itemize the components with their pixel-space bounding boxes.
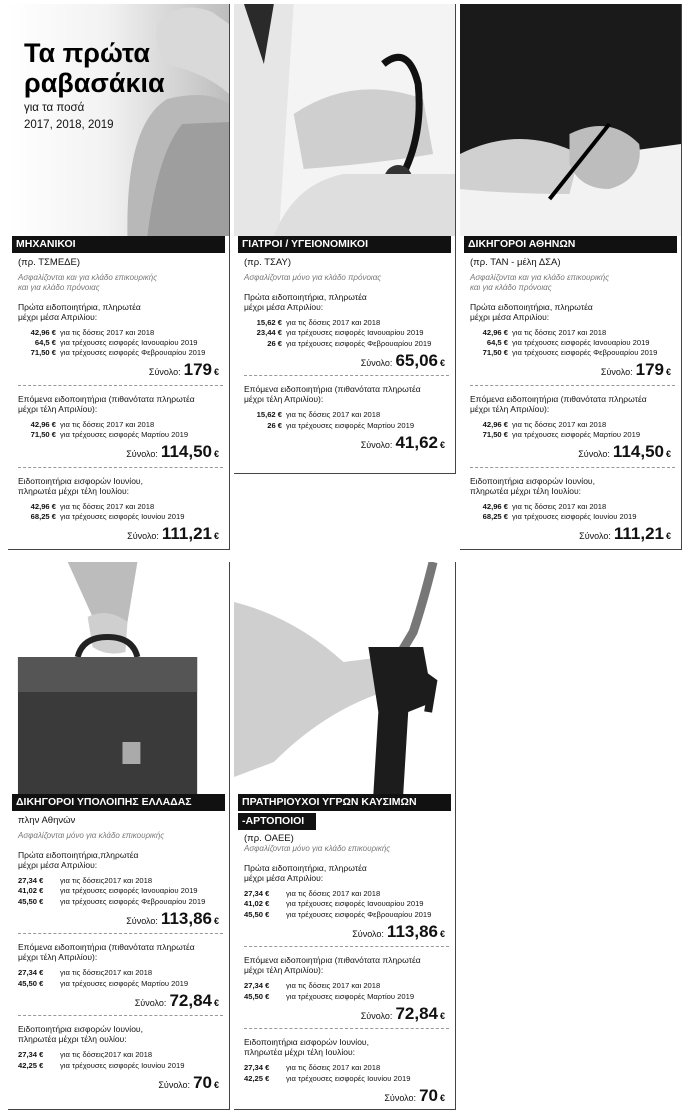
payment-row: 64,5 € για τρέχουσες εισφορές Ιανουαρίου 2019 [34,338,198,348]
section-title: Επόμενα ειδοποιητήρια (πιθανότατα πληρωτέα μέχρι τέλη Απριλίου): [18,942,195,963]
card-body [18,814,223,1093]
section-total: Σύνολο: 179 € [600,360,671,380]
card-doctors [234,4,456,474]
card-body [244,256,449,453]
headline-years: 2017, 2018, 2019 [24,119,114,131]
insurance-note: Ασφαλίζονται και για κλάδο επικουρικής και για κλάδο πρόνοιας [18,273,158,292]
section-title: Πρώτα ειδοποιητήρια, πληρωτέα μέχρι μέσα Απριλίου: [244,862,367,884]
payment-row: 27,34 € για τις δόσεις 2017 και 2018 [244,1063,381,1073]
divider [244,946,449,947]
payment-row: 42,96 € για τις δόσεις 2017 και 2018 [30,327,155,337]
payment-row: 45,50 € για τρέχουσες εισφορές Φεβρουαρίου 2019 [244,909,432,919]
payment-row: 26 € για τρέχουσες εισφορές Φεβρουαρίου 2019 [267,338,432,348]
headline-title: Τα πρώτα ραβασάκια [24,38,165,99]
briefcase-photo [8,562,229,794]
doctor-stethoscope-photo [234,4,455,236]
section-title: Επόμενα ειδοποιητήρια (πιθανότατα πληρωτέα μέχρι τέλη Απριλίου): [18,393,195,414]
section-title: Επόμενα ειδοποιητήρια (πιθανότατα πληρωτέα μέχρι τέλη Απριλίου): [244,955,421,976]
payment-row: 42,96 € για τις δόσεις 2017 και 2018 [482,420,607,430]
payment-row: 71,50 € για τρέχουσες εισφορές Φεβρουαρίου 2019 [482,348,658,358]
divider [470,385,675,386]
section-total: Σύνολο: 111,21 € [579,524,671,544]
category-bar: ΔΙΚΗΓΟΡΟΙ ΑΘΗΝΩΝ [464,236,677,253]
payment-row: 42,96 € για τις δόσεις 2017 και 2018 [482,327,607,337]
card-subtitle: (πρ. ΤΣΜΕΔΕ) [18,257,81,268]
insurance-note: Ασφαλίζονται μόνο για κλάδο επικουρικής [18,831,165,841]
payment-row: 27,34 € για τις δόσεις2017 και 2018 [18,968,153,978]
card-body [244,832,449,1106]
section-title: Πρώτα ειδοποιητήρια,πληρωτέα μέχρι μέσα Απριλίου: [18,849,139,871]
payment-row: 23,44 € για τρέχουσες εισφορές Ιανουαρίου 2019 [256,328,424,338]
payment-row: 68,25 € για τρέχουσες εισφορές Ιουνίου 2019 [30,512,185,522]
card-subtitle: πλην Αθηνών [18,815,76,826]
payment-row: 45,50 € για τρέχουσες εισφορές Μαρτίου 2019 [244,991,415,1001]
section-title: Πρώτα ειδοποιητήρια, πληρωτέα μέχρι μέσα Απριλίου: [244,291,367,313]
payment-row: 45,50 € για τρέχουσες εισφορές Μαρτίου 2019 [18,978,189,988]
divider [244,1028,449,1029]
section-title: Ειδοποιητήρια εισφορών Ιουνίου, πληρωτέα μέχρι τέλη Ιουλίου: [470,475,595,496]
insurance-note: Ασφαλίζονται μόνο για κλάδο επικουρικής [244,844,391,854]
section-title: Ειδοποιητήρια εισφορών Ιουνίου, πληρωτέα μέχρι τέλη Ιουλίου: [244,1037,369,1058]
payment-row: 41,02 € για τρέχουσες εισφορές Ιανουαρίου 2019 [18,886,198,896]
payment-row: 27,34 € για τις δόσεις 2017 και 2018 [244,981,381,991]
category-bar-continued: -ΑΡΤΟΠΟΙΟΙ [238,813,316,830]
section-total: Σύνολο: 113,86 € [126,908,219,928]
payment-row: 68,25 € για τρέχουσες εισφορές Ιουνίου 2019 [482,512,637,522]
insurance-note: Ασφαλίζονται και για κλάδο επικουρικής και για κλάδο πρόνοιας [470,273,610,292]
divider [18,385,223,386]
lawyer-signing-photo [460,4,681,236]
divider [244,375,449,376]
card-fuel-bakers [234,562,456,1110]
payment-row: 27,34 € για τις δόσεις2017 και 2018 [18,1050,153,1060]
payment-row: 27,34 € για τις δόσεις 2017 και 2018 [244,889,381,899]
section-total: Σύνολο: 70 € [384,1085,445,1105]
payment-row: 71,50 € για τρέχουσες εισφορές Μαρτίου 2019 [30,430,189,440]
card-body [18,256,223,545]
card-subtitle: (πρ. ΟΑΕΕ) [244,833,294,844]
card-subtitle: (πρ. ΤΑΝ - μέλη ΔΣΑ) [470,257,561,268]
section-total: Σύνολο: 65,06 € [360,350,445,370]
payment-row: 42,25 € για τρέχουσες εισφορές Ιουνίου 2019 [18,1060,185,1070]
section-title: Επόμενα ειδοποιητήρια (πιθανότατα πληρωτέα μέχρι τέλη Απριλίου): [470,393,647,414]
section-total: Σύνολο: 113,86 € [352,921,445,941]
payment-row: 42,96 € για τις δόσεις 2017 και 2018 [482,502,607,512]
section-total: Σύνολο: 72,84 € [360,1003,445,1023]
card-subtitle: (πρ. ΤΣΑΥ) [244,257,292,268]
section-total: Σύνολο: 179 € [148,360,219,380]
section-total: Σύνολο: 114,50 € [126,442,219,462]
card-athens-lawyers [460,4,682,550]
payment-row: 42,25 € για τρέχουσες εισφορές Ιουνίου 2019 [244,1073,411,1083]
headline-subtitle: για τα ποσά [24,102,85,114]
divider [18,933,223,934]
divider [18,1015,223,1016]
section-total: Σύνολο: 72,84 € [134,990,219,1010]
section-title: Ειδοποιητήρια εισφορών Ιουνίου, πληρωτέα μέχρι τέλη ουλίου: [18,1024,143,1045]
card-engineers [8,4,230,550]
payment-row: 71,50 € για τρέχουσες εισφορές Φεβρουαρίου 2019 [30,348,206,358]
section-title: Πρώτα ειδοποιητήρια, πληρωτέα μέχρι μέσα Απριλίου: [470,301,593,322]
category-bar: ΔΙΚΗΓΟΡΟΙ ΥΠΟΛΟΙΠΗΣ ΕΛΛΑΔΑΣ [12,794,225,811]
payment-row: 42,96 € για τις δόσεις 2017 και 2018 [30,502,155,512]
payment-row: 42,96 € για τις δόσεις 2017 και 2018 [30,420,155,430]
payment-row: 15,62 € για τις δόσεις 2017 και 2018 [256,318,381,328]
insurance-note: Ασφαλίζονται μόνο για κλάδο πρόνοιας [244,273,382,283]
section-total: Σύνολο: 41,62 € [360,432,445,452]
payment-row: 27,34 € για τις δόσεις2017 και 2018 [18,876,153,886]
fuel-nozzle-photo [234,562,455,794]
payment-row: 64,5 € για τρέχουσες εισφορές Ιανουαρίου 2019 [486,338,650,348]
section-title: Πρώτα ειδοποιητήρια, πληρωτέα μέχρι μέσα Απριλίου: [18,301,141,322]
payment-row: 45,50 € για τρέχουσες εισφορές Φεβρουαρίου 2019 [18,896,206,906]
payment-row: 41,02 € για τρέχουσες εισφορές Ιανουαρίου 2019 [244,899,424,909]
section-title: Ειδοποιητήρια εισφορών Ιουνίου, πληρωτέα μέχρι τέλη Ιουλίου: [18,475,143,496]
section-title: Επόμενα ειδοποιητήρια (πιθανότατα πληρωτέα μέχρι τέλη Απριλίου): [244,384,421,405]
payment-row: 71,50 € για τρέχουσες εισφορές Μαρτίου 2019 [482,430,641,440]
category-bar: ΜΗΧΑΝΙΚΟΙ [12,236,225,253]
category-bar: ΠΡΑΤΗΡΙΟΥΧΟΙ ΥΓΡΩΝ ΚΑΥΣΙΜΩΝ [238,794,451,811]
payment-row: 15,62 € για τις δόσεις 2017 και 2018 [256,410,381,420]
card-body [470,256,675,545]
category-bar: ΓΙΑΤΡΟΙ / ΥΓΕΙΟΝΟΜΙΚΟΙ [238,236,451,253]
payment-row: 26 € για τρέχουσες εισφορές Μαρτίου 2019 [267,420,415,430]
divider [18,467,223,468]
divider [470,467,675,468]
section-total: Σύνολο: 114,50 € [578,442,671,462]
section-total: Σύνολο: 111,21 € [127,524,219,544]
card-rest-lawyers [8,562,230,1110]
section-total: Σύνολο: 70 € [158,1072,219,1092]
